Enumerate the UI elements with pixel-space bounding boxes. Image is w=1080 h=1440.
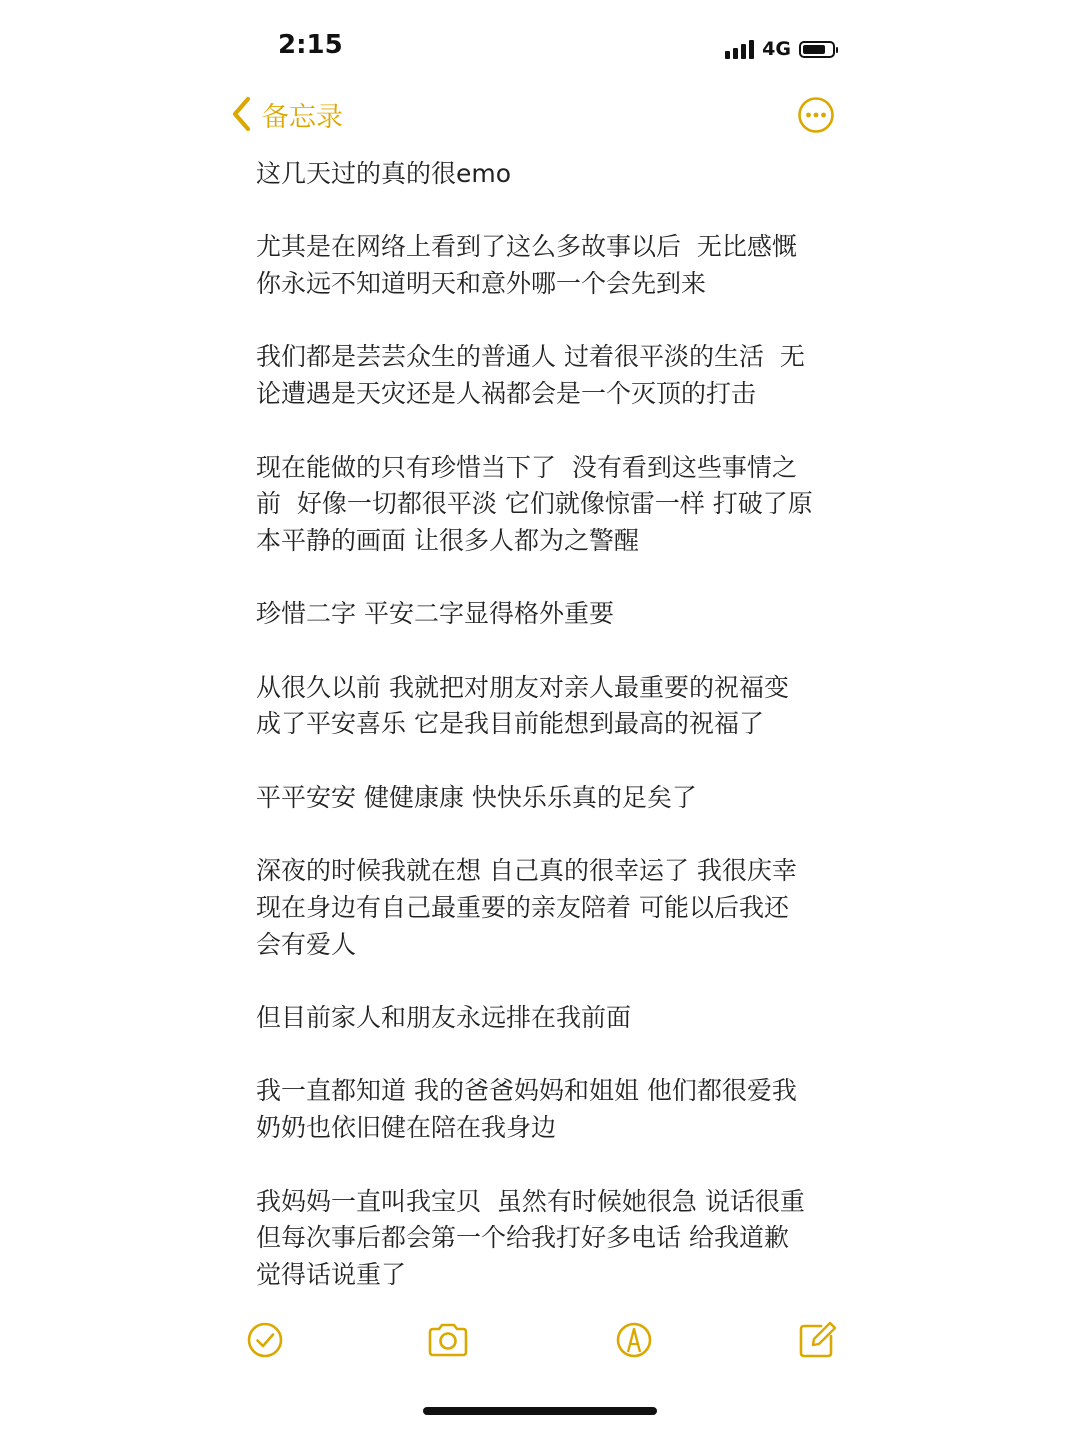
compose-icon[interactable] [795,1318,839,1362]
note-paragraph: 深夜的时候我就在想 自己真的很幸运了 我很庆幸 现在身边有自己最重要的亲友陪着 可能以后我还 会有爱人 [256,856,797,959]
home-indicator[interactable] [423,1407,657,1415]
markup-pen-icon[interactable] [612,1318,656,1362]
camera-icon[interactable] [426,1318,470,1362]
note-body[interactable] [256,156,836,1330]
back-button[interactable] [228,94,343,134]
note-paragraph: 尤其是在网络上看到了这么多故事以后 无比感慨 你永远不知道明天和意外哪一个会先到来 [256,232,797,299]
note-paragraph: 从很久以前 我就把对朋友对亲人最重要的祝福变 成了平安喜乐 它是我目前能想到最高的祝福了 [256,672,789,739]
note-paragraph: 我一直都知道 我的爸爸妈妈和姐姐 他们都很爱我 奶奶也依旧健在陪在我身边 [256,1076,797,1143]
status-indicators [725,34,835,64]
bottom-toolbar [0,1318,1080,1364]
checklist-icon[interactable] [243,1318,287,1362]
chevron-left-icon [228,94,254,134]
battery-icon [799,41,835,58]
network-type: 4G [762,38,791,60]
note-paragraph: 珍惜二字 平安二字显得格外重要 [256,599,614,629]
note-paragraph: 这几天过的真的很emo [256,159,512,188]
status-bar [0,0,1080,95]
battery-level [803,45,825,54]
back-label: 备忘录 [262,101,343,133]
cellular-signal-icon [725,39,754,59]
note-paragraph: 现在能做的只有珍惜当下了 没有看到这些事情之 前 好像一切都很平淡 它们就像惊雷一样 打破了原 本平静的画面 让很多人都为之警醒 [256,452,813,555]
status-time: 2:15 [278,30,343,60]
note-paragraph: 平平安安 健健康康 快快乐乐真的足矣了 [256,782,697,812]
note-paragraph: 我们都是芸芸众生的普通人 过着很平淡的生活 无 论遭遇是天灾还是人祸都会是一个灭顶的打击 [256,342,805,409]
note-paragraph: 但目前家人和朋友永远排在我前面 [256,1003,632,1033]
ellipsis-circle-icon[interactable] [797,96,835,134]
navigation-bar [0,90,1080,144]
note-paragraph: 我妈妈一直叫我宝贝 虽然有时候她很急 说话很重 但每次事后都会第一个给我打好多电话 给我道歉 觉得话说重了 [256,1186,805,1289]
